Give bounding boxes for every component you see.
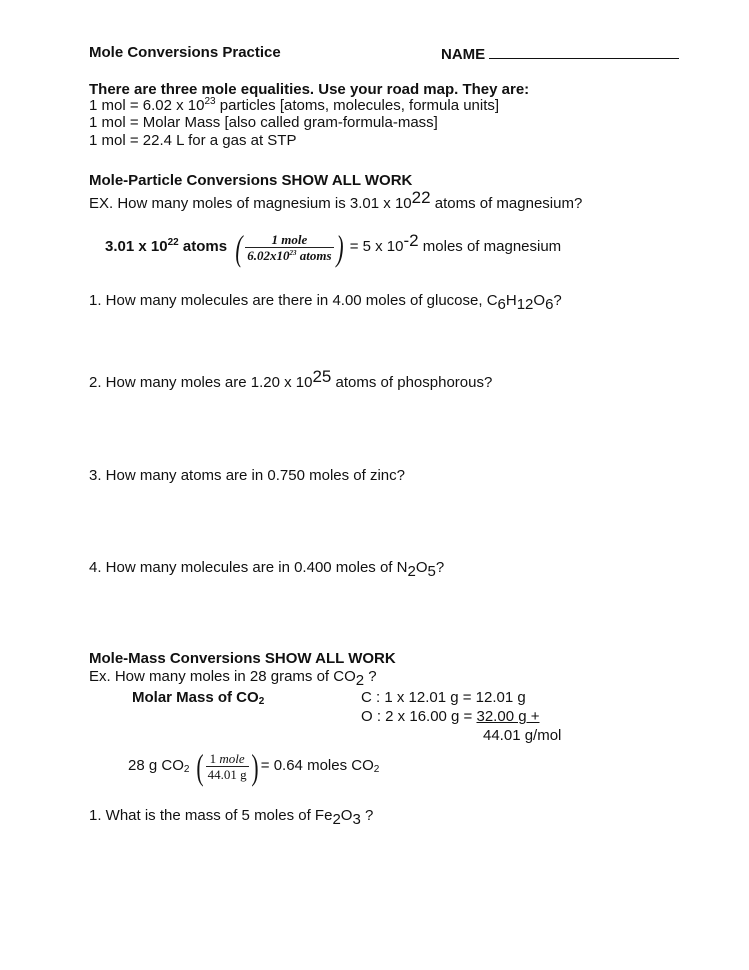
molar-mass-total: 44.01 g/mol [483,727,562,744]
mass-heading: Mole-Mass Conversions SHOW ALL WORK [89,650,396,667]
name-label: NAME [441,46,486,63]
name-blank[interactable] [489,44,679,59]
molar-mass-label: Molar Mass of CO2 [132,689,265,707]
particle-heading: Mole-Particle Conversions SHOW ALL WORK [89,172,413,189]
particle-question-3: 3. How many atoms are in 0.750 moles of zinc? [89,467,405,484]
particle-question-2: 2. How many moles are 1.20 x 1025 atoms of phosphorous? [89,367,493,391]
name-field[interactable] [441,44,679,64]
worksheet-title: Mole Conversions Practice [89,44,281,61]
mass-example: Ex. How many moles in 28 grams of CO2 ? [89,668,377,689]
particle-question-1: 1. How many molecules are there in 4.00 moles of glucose, C6H12O6? [89,292,562,313]
carbon-mass-line: C : 1 x 12.01 g = 12.01 g [361,689,526,706]
particle-example: EX. How many moles of magnesium is 3.01 x 1022 atoms of magnesium? [89,188,583,212]
equality-3: 1 mol = 22.4 L for a gas at STP [89,132,297,149]
equality-2: 1 mol = Molar Mass [also called gram-formula-mass] [89,114,438,131]
mass-example-solution: 28 g CO2 ( 1 mole 44.01 g ) = 0.64 moles CO2 [128,747,380,787]
intro-heading: There are three mole equalities. Use your road map. They are: [89,81,530,98]
equality-1: 1 mol = 6.02 x $10^{23}$ particles [atoms, molecules, formula units] [89,96,500,114]
conversion-factor-mass: ( 1 mole 44.01 g ) [196,747,259,787]
oxygen-mass-line: O : 2 x 16.00 g = 32.00 g + [361,708,540,725]
particle-question-4: 4. How many molecules are in 0.400 moles of N2O5? [89,559,445,580]
mass-question-1: 1. What is the mass of 5 moles of Fe2O3 ? [89,807,374,828]
conversion-factor: ( 1 mole $6.02x10^{23}$ atoms ) [235,228,344,268]
particle-example-solution: 3.01 x $10^{22}$ atoms ( 1 mole $6.02x10^{23}$ atoms ) = 5 x 10-2 moles of magnesium [105,228,562,268]
